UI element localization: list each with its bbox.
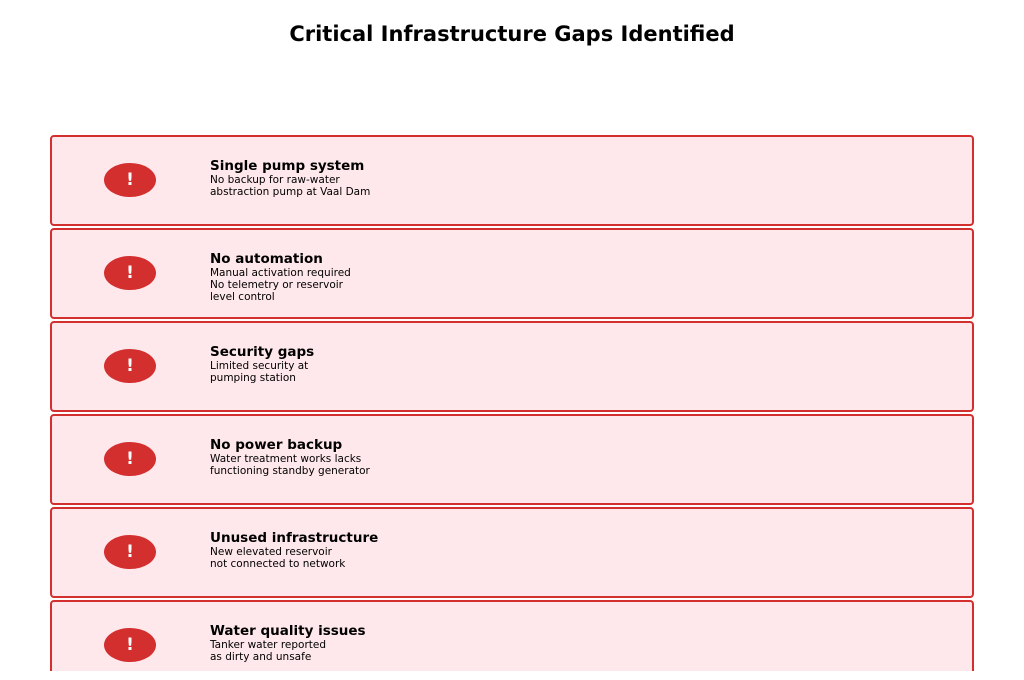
exclamation-icon: ! [104,535,156,569]
gap-title: Water quality issues [210,623,366,639]
gap-description: Water treatment works lacks functioning standby generator [210,453,370,477]
page-title: Critical Infrastructure Gaps Identified [289,22,735,46]
gap-title: No automation [210,251,323,267]
gap-card [50,600,974,671]
gap-title: Security gaps [210,344,315,360]
gap-title: Single pump system [210,158,365,174]
gap-description: Manual activation required No telemetry or reservoir level control [210,267,351,303]
gap-description: New elevated reservoir not connected to network [210,546,346,570]
gap-title: No power backup [210,437,343,453]
exclamation-icon: ! [104,163,156,197]
gap-card [50,414,974,505]
exclamation-icon: ! [104,628,156,662]
exclamation-icon: ! [104,442,156,476]
gap-card [50,507,974,598]
gap-description: Limited security at pumping station [210,360,309,384]
gap-title: Unused infrastructure [210,530,379,546]
gap-card-list [50,135,974,671]
gap-card-text [210,438,370,477]
exclamation-icon: ! [104,256,156,290]
gap-card [50,321,974,412]
gap-card [50,135,974,226]
gap-card-text [210,624,366,663]
gap-description: No backup for raw-water abstraction pump at Vaal Dam [210,174,371,198]
gap-card-text [210,531,378,570]
gap-card-text [210,159,370,198]
exclamation-icon: ! [104,349,156,383]
gap-card-text [210,345,314,384]
gap-description: Tanker water reported as dirty and unsafe [210,639,327,663]
gap-card-text [210,252,351,303]
gap-card [50,228,974,319]
